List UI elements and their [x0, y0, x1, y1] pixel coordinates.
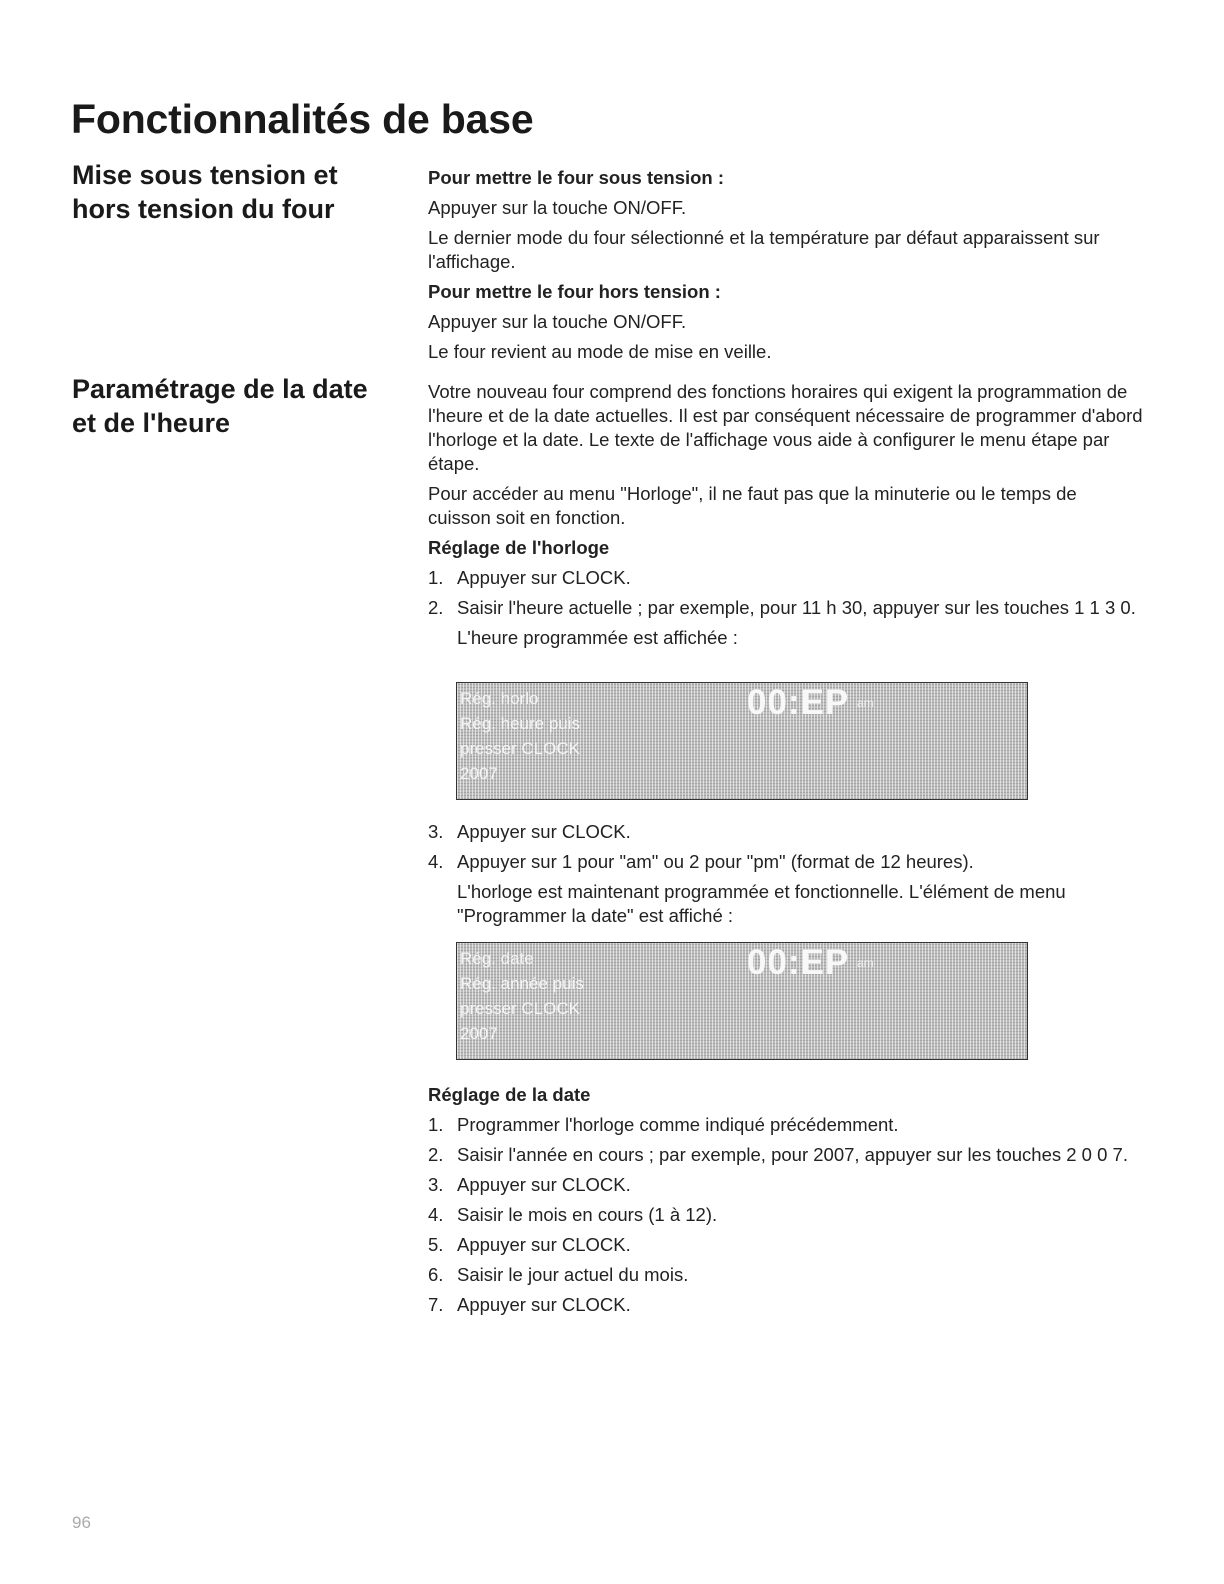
display-line: Rég. date	[460, 949, 534, 968]
clock-subheading: Réglage de l'horloge	[428, 537, 610, 558]
clock-intro-2: Pour accéder au menu "Horloge", il ne faut pas que la minuterie ou le temps de cuisson soit en fonction.	[428, 483, 1077, 528]
power-on-result: Le dernier mode du four sélectionné et la température par défaut apparaissent sur l'affichage.	[428, 227, 1100, 272]
step-text: Programmer l'horloge comme indiqué précédemment.	[457, 1114, 899, 1135]
section-heading-clock	[72, 372, 402, 440]
list-item	[428, 850, 1143, 874]
display-line: Rég. année puis	[460, 974, 584, 993]
step-text: Saisir le jour actuel du mois.	[457, 1264, 689, 1285]
section-power-body	[428, 166, 1143, 370]
clock-intro: Votre nouveau four comprend des fonctions horaires qui exigent la programmation de l'heure et de la date actuelles. Il est par conséquent nécessaire de programmer d'abord l'horloge et la date. Le texte de l'affichage vous aide à configurer le menu étape par étape.	[428, 381, 1143, 474]
step-text: Appuyer sur CLOCK.	[457, 1174, 631, 1195]
section-heading-clock-line2: et de l'heure	[72, 408, 230, 438]
section-date-body	[428, 1083, 1143, 1323]
clock-steps-list	[428, 566, 1143, 620]
power-on-subheading: Pour mettre le four sous tension :	[428, 167, 725, 188]
step-number: 7.	[428, 1294, 444, 1315]
step-text: Appuyer sur CLOCK.	[457, 567, 631, 588]
page-number: 96	[72, 1513, 91, 1532]
section-heading-power	[72, 158, 402, 226]
power-off-subheading: Pour mettre le four hors tension :	[428, 281, 721, 302]
step-number: 4.	[428, 851, 444, 872]
clock-steps-list-2	[428, 820, 1143, 874]
list-item	[428, 566, 1143, 590]
page-title: Fonctionnalités de base	[71, 96, 534, 142]
step-number: 2.	[428, 1144, 444, 1165]
step-text: Saisir l'heure actuelle ; par exemple, pour 11 h 30, appuyer sur les touches 1 1 3 0.	[457, 597, 1136, 618]
list-item	[428, 1233, 1143, 1257]
date-steps-list	[428, 1113, 1143, 1317]
step-text: Appuyer sur 1 pour "am" ou 2 pour "pm" (format de 12 heures).	[457, 851, 974, 872]
oven-display-date	[456, 942, 1028, 1060]
section-heading-power-line1: Mise sous tension et	[72, 160, 338, 190]
list-item	[428, 1263, 1143, 1287]
list-item	[428, 1173, 1143, 1197]
step-number: 2.	[428, 597, 444, 618]
list-item	[428, 1293, 1143, 1317]
step-number: 5.	[428, 1234, 444, 1255]
section-heading-clock-line1: Paramétrage de la date	[72, 374, 368, 404]
step-number: 1.	[428, 567, 444, 588]
list-item	[428, 820, 1143, 844]
display-line: 2007	[460, 1024, 498, 1043]
step-number: 3.	[428, 821, 444, 842]
display-time: 00:EP	[747, 943, 850, 982]
step-number: 1.	[428, 1114, 444, 1135]
oven-display-clock	[456, 682, 1028, 800]
clock-note-2: L'horloge est maintenant programmée et fonctionnelle. L'élément de menu "Programmer la date" est affiché :	[457, 881, 1066, 926]
list-item	[428, 596, 1143, 620]
section-clock-body	[428, 380, 1143, 656]
section-heading-power-line2: hors tension du four	[72, 194, 335, 224]
display-ampm: am	[857, 696, 874, 710]
step-text: Appuyer sur CLOCK.	[457, 1294, 631, 1315]
power-off-step: Appuyer sur la touche ON/OFF.	[428, 311, 687, 332]
step-number: 4.	[428, 1204, 444, 1225]
date-subheading: Réglage de la date	[428, 1084, 591, 1105]
display-line: Rég. horlo	[460, 689, 539, 708]
display-line: 2007	[460, 764, 498, 783]
power-on-step: Appuyer sur la touche ON/OFF.	[428, 197, 687, 218]
list-item	[428, 1203, 1143, 1227]
display-line: presser CLOCK	[460, 999, 580, 1018]
display-time: 00:EP	[747, 683, 850, 722]
clock-note-1: L'heure programmée est affichée :	[457, 627, 738, 648]
step-text: Saisir l'année en cours ; par exemple, pour 2007, appuyer sur les touches 2 0 0 7.	[457, 1144, 1128, 1165]
list-item	[428, 1143, 1143, 1167]
display-text-lines	[460, 946, 630, 1046]
display-line: Rég. heure puis	[460, 714, 581, 733]
list-item	[428, 1113, 1143, 1137]
step-text: Saisir le mois en cours (1 à 12).	[457, 1204, 718, 1225]
step-text: Appuyer sur CLOCK.	[457, 821, 631, 842]
display-line: presser CLOCK	[460, 739, 580, 758]
step-number: 3.	[428, 1174, 444, 1195]
display-ampm: am	[857, 956, 874, 970]
display-text-lines	[460, 686, 630, 786]
step-number: 6.	[428, 1264, 444, 1285]
step-text: Appuyer sur CLOCK.	[457, 1234, 631, 1255]
section-clock-body-2	[428, 820, 1143, 934]
power-off-result: Le four revient au mode de mise en veille.	[428, 341, 772, 362]
